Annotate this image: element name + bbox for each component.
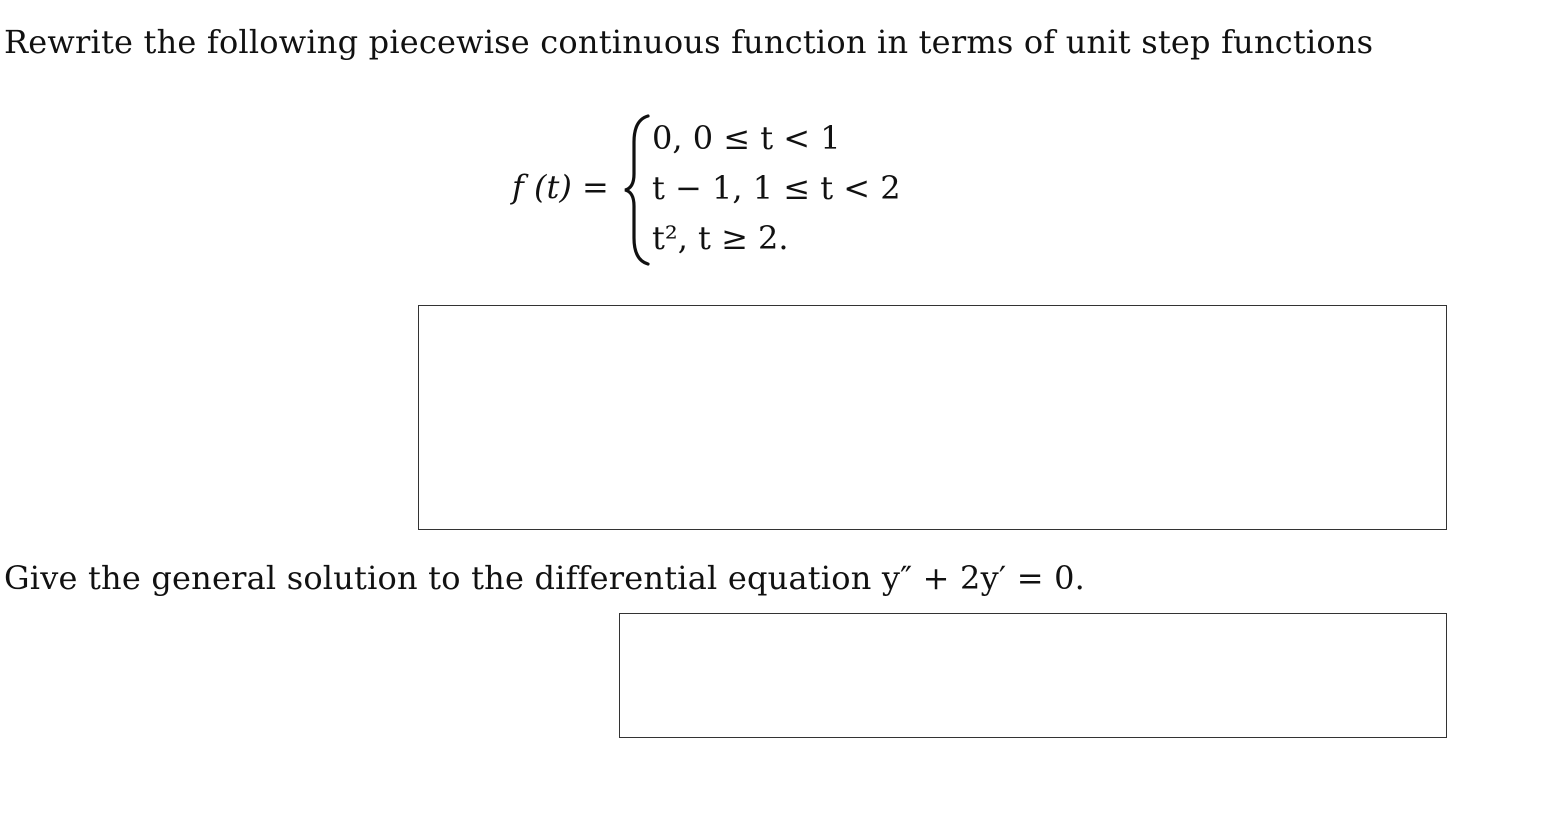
answer-input-general-solution[interactable] xyxy=(619,613,1447,738)
function-lhs: f (t) = xyxy=(512,168,609,206)
question1-prompt: Rewrite the following piecewise continuous function in terms of unit step functions xyxy=(4,23,1374,61)
answer-input-unit-step[interactable] xyxy=(418,305,1447,530)
question2-prompt: Give the general solution to the differential equation y″ + 2y′ = 0. xyxy=(4,559,1086,597)
case-row-1: t − 1, 1 ≤ t < 2 xyxy=(652,169,901,207)
case-row-0: 0, 0 ≤ t < 1 xyxy=(652,119,841,157)
left-brace xyxy=(622,112,652,267)
case-row-2: t², t ≥ 2. xyxy=(652,219,789,257)
